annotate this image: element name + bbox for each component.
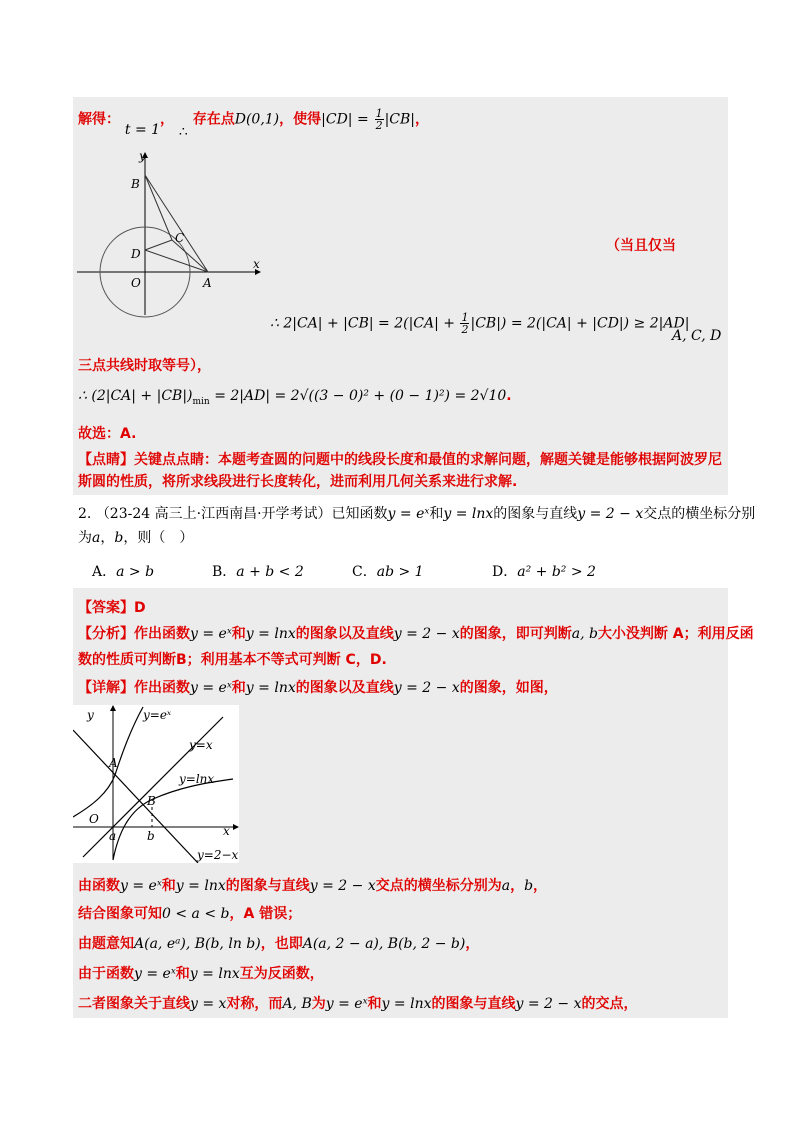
choice-line: 故选：A. bbox=[78, 426, 137, 442]
fig2-origin: O bbox=[89, 812, 99, 826]
option-c[interactable]: C．ab > 1 bbox=[352, 564, 424, 580]
fig2-yx-label: y=x bbox=[189, 738, 213, 752]
analysis-line-2: 数的性质可判断B；利用基本不等式可判断 C，D. bbox=[78, 652, 387, 668]
option-d[interactable]: D．a² + b² > 2 bbox=[492, 564, 596, 580]
fig1-x-label: x bbox=[253, 257, 260, 271]
collinear-points: A, C, D bbox=[672, 328, 722, 344]
comment-line-2: 斯圆的性质，将所求线段进行长度转化，进而利用几何关系来进行求解. bbox=[78, 474, 518, 490]
answer-line: 【答案】D bbox=[78, 600, 146, 616]
fig1-point-a: A bbox=[203, 276, 212, 290]
step-1: 由函数y = eˣ和y = lnx的图象与直线y = 2 − x交点的横坐标分别为a，b， bbox=[78, 878, 548, 894]
function-graph bbox=[73, 705, 239, 863]
solution-line-1: 解得： t = 1， ∴ 存在点D(0,1)，使得|CD| = $\frac{1}{2}$ |CB|， bbox=[78, 107, 430, 140]
fig2-line-label: y=2−x bbox=[197, 848, 239, 862]
step-2: 结合图象可知0 < a < b，A 错误； bbox=[78, 906, 302, 922]
option-a[interactable]: A．a > b bbox=[92, 564, 155, 580]
fig2-point-a: A bbox=[109, 756, 118, 770]
circle-diagram bbox=[75, 150, 265, 320]
fig2-x-label: x bbox=[223, 824, 230, 838]
fig1-y-label: y bbox=[139, 150, 146, 163]
fig2-point-b: B bbox=[147, 794, 156, 808]
question-2-line-1: 2. （23-24 高三上·江西南昌·开学考试）已知函数y = eˣ和y = lnx的图象与直线y = 2 − x交点的横坐标分别 bbox=[78, 506, 756, 522]
step-4: 由于函数y = eˣ和y = lnx互为反函数， bbox=[78, 966, 324, 982]
fig1-origin: O bbox=[131, 276, 141, 290]
fig1-point-c: C bbox=[175, 231, 185, 245]
inequality-chain: ∴ 2|CA| + |CB| = 2(|CA| + $\frac{1}{2}$ |CB|) = 2(|CA| + |CD|) ≥ 2|AD| bbox=[270, 311, 690, 336]
fig2-b-tick: b bbox=[147, 829, 155, 843]
comment-line-1: 【点睛】关键点点睛：本题考查圆的问题中的线段长度和最值的求解问题，解题关键是能够根据阿波罗尼 bbox=[78, 452, 722, 468]
fig2-a-tick: a bbox=[109, 829, 117, 843]
step-3: 由题意知A(a, eᵃ), B(b, ln b)，也即A(a, 2 − a), B(b, 2 − b)， bbox=[78, 936, 480, 952]
fig1-point-d: D bbox=[131, 247, 141, 261]
question-2-line-2: 为a，b，则（ ） bbox=[78, 530, 194, 546]
equality-note: （当且仅当 bbox=[606, 238, 676, 254]
fig2-y-label: y bbox=[87, 708, 94, 722]
step-5: 二者图象关于直线y = x对称，而A, B为y = eˣ和y = lnx的图象与直线y = 2 − x的交点， bbox=[78, 996, 638, 1012]
analysis-line-1: 【分析】作出函数y = eˣ和y = lnx的图象以及直线y = 2 − x的图象，即可判断a, b大小没判断 A；利用反函 bbox=[78, 626, 754, 642]
detail-line-1: 【详解】作出函数y = eˣ和y = lnx的图象以及直线y = 2 − x的图象，如图， bbox=[78, 680, 558, 696]
fig2-ln-label: y=lnx bbox=[179, 772, 215, 786]
collinear-note: 三点共线时取等号）， bbox=[78, 358, 211, 374]
fig1-point-b: B bbox=[131, 177, 140, 191]
option-b[interactable]: B．a + b < 2 bbox=[212, 564, 304, 580]
fig2-exp-label: y=eˣ bbox=[143, 708, 172, 722]
minimum-computation: ∴ $(2|CA| + |CB|)_{min} = 2|AD| = 2√((3 - 0)^2 + (0 - 1)^2) = 2√10$. bbox=[78, 388, 512, 407]
